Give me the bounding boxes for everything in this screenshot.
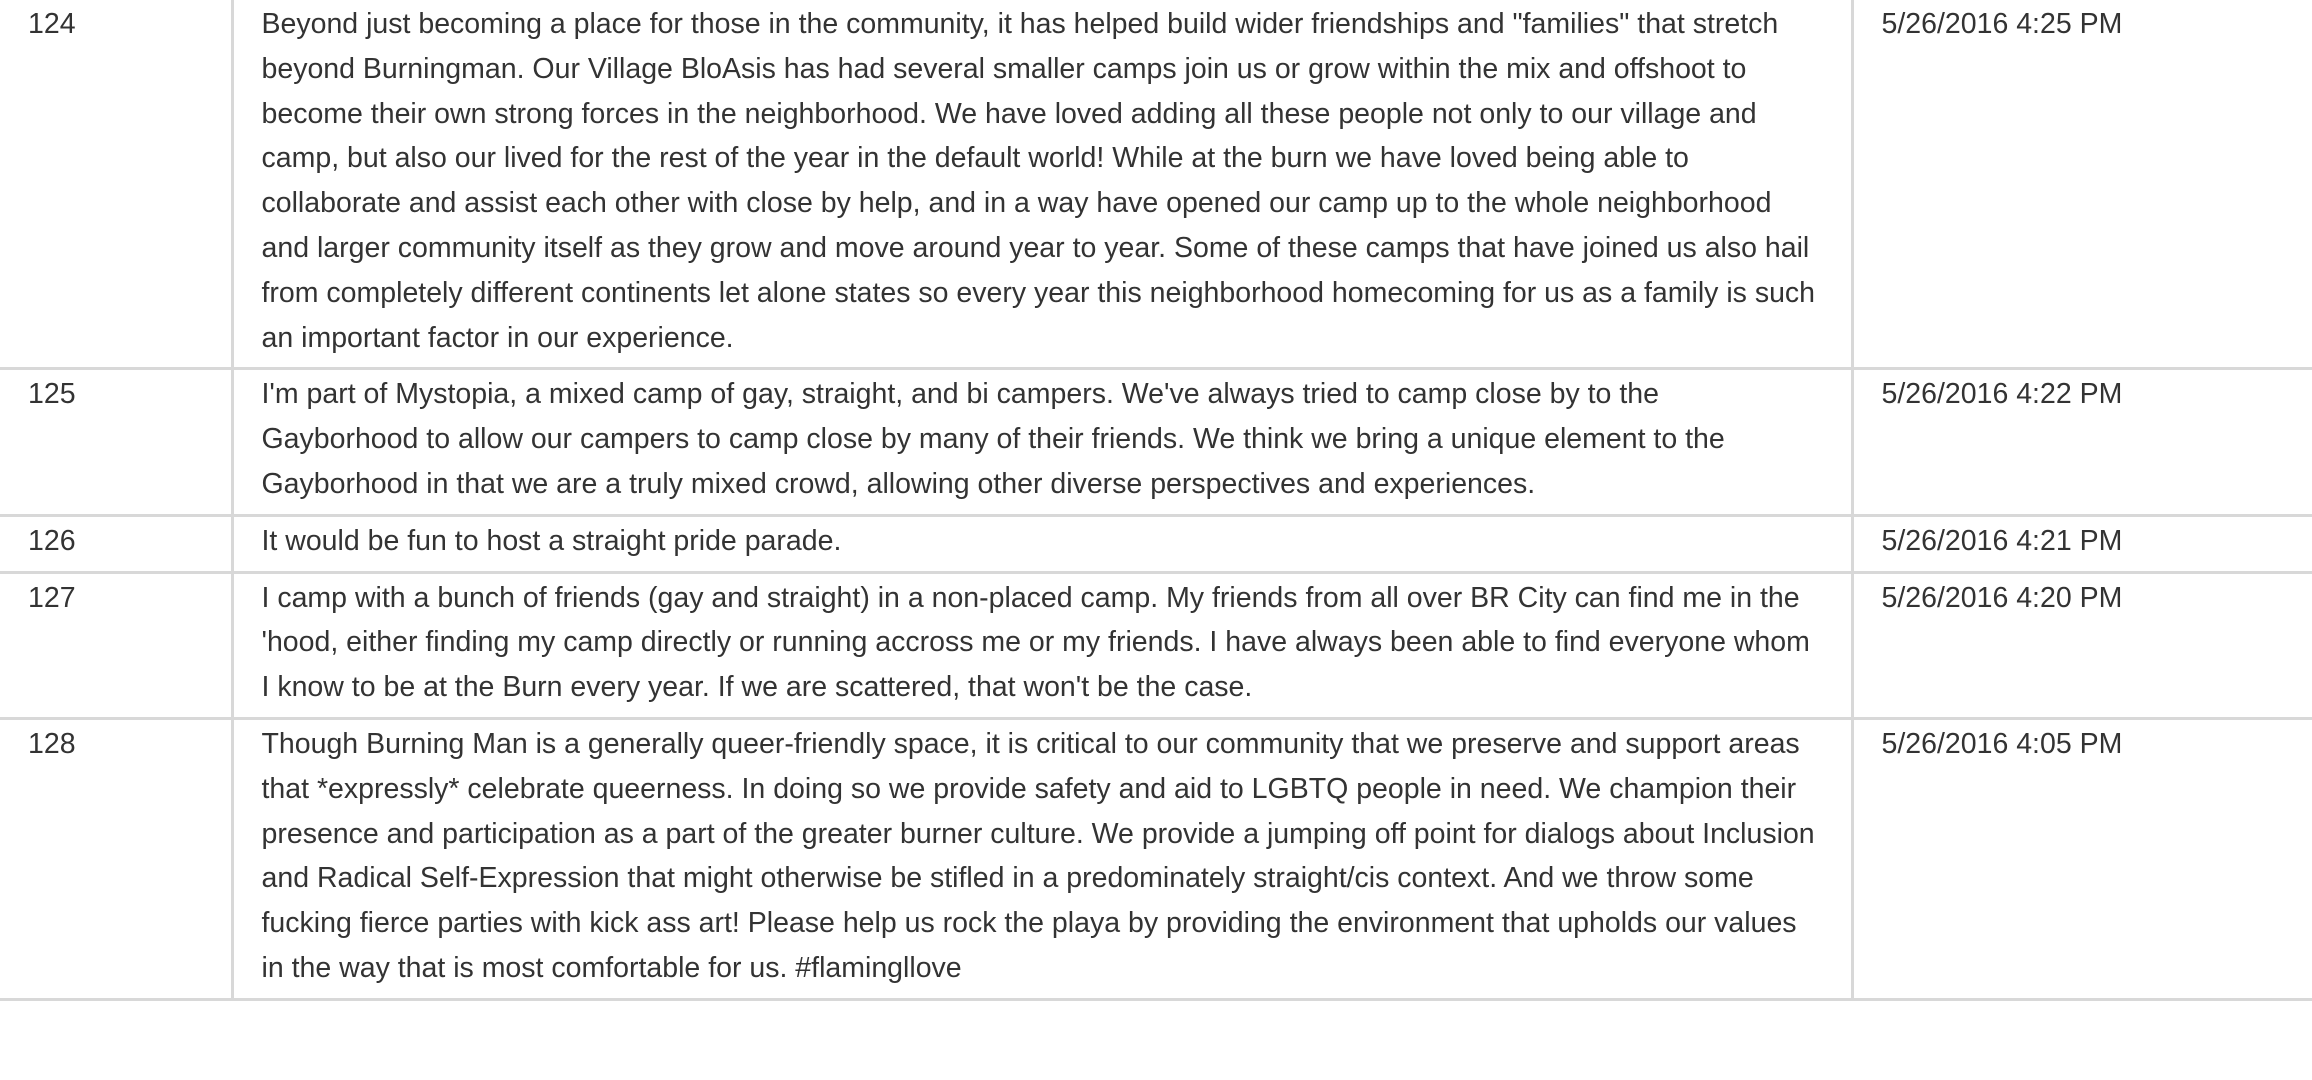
table-row (0, 572, 2312, 718)
table-row (0, 515, 2312, 572)
response-text: Beyond just becoming a place for those in the community, it has helped build wider friendships and "families" that stretch beyond Burningman. Our Village BloAsis has had several smaller camps join us or grow within the mix and offshoot to become their own strong forces in the neighborhood. We have loved adding all these people not only to our village and camp, but also our lived for the rest of the year in the default world! While at the burn we have loved being able to collaborate and assist each other with close by help, and in a way have opened our camp up to the whole neighborhood and larger community itself as they grow and move around year to year. Some of these camps that have joined us also hail from completely different continents let alone states so every year this neighborhood homecoming for us as a family is such an important factor in our experience. (232, 0, 1852, 369)
table-row (0, 369, 2312, 515)
response-text: I camp with a bunch of friends (gay and straight) in a non-placed camp. My friends from all over BR City can find me in the 'hood, either finding my camp directly or running accross me or my friends. I have always been able to find everyone whom I know to be at the Burn every year. If we are scattered, that won't be the case. (232, 572, 1852, 718)
response-text: It would be fun to host a straight pride parade. (232, 515, 1852, 572)
response-text: Though Burning Man is a generally queer-friendly space, it is critical to our community that we preserve and support areas that *expressly* celebrate queerness. In doing so we provide safety and aid to LGBTQ people in need. We champion their presence and participation as a part of the greater burner culture. We provide a jumping off point for dialogs about Inclusion and Radical Self-Expression that might otherwise be stifled in a predominately straight/cis context. And we throw some fucking fierce parties with kick ass art! Please help us rock the playa by providing the environment that upholds our values in the way that is most comfortable for us. #flamingllove (232, 718, 1852, 999)
response-date: 5/26/2016 4:20 PM (1852, 572, 2312, 718)
response-text: I'm part of Mystopia, a mixed camp of gay, straight, and bi campers. We've always tried to camp close by to the Gayborhood to allow our campers to camp close by many of their friends. We think we bring a unique element to the Gayborhood in that we are a truly mixed crowd, allowing other diverse perspectives and experiences. (232, 369, 1852, 515)
response-number: 125 (0, 369, 232, 515)
table-row (0, 0, 2312, 369)
response-number: 127 (0, 572, 232, 718)
response-number: 124 (0, 0, 232, 369)
response-date: 5/26/2016 4:05 PM (1852, 718, 2312, 999)
response-number: 128 (0, 718, 232, 999)
table-row (0, 718, 2312, 999)
response-date: 5/26/2016 4:21 PM (1852, 515, 2312, 572)
response-number: 126 (0, 515, 232, 572)
response-date: 5/26/2016 4:22 PM (1852, 369, 2312, 515)
response-date: 5/26/2016 4:25 PM (1852, 0, 2312, 369)
